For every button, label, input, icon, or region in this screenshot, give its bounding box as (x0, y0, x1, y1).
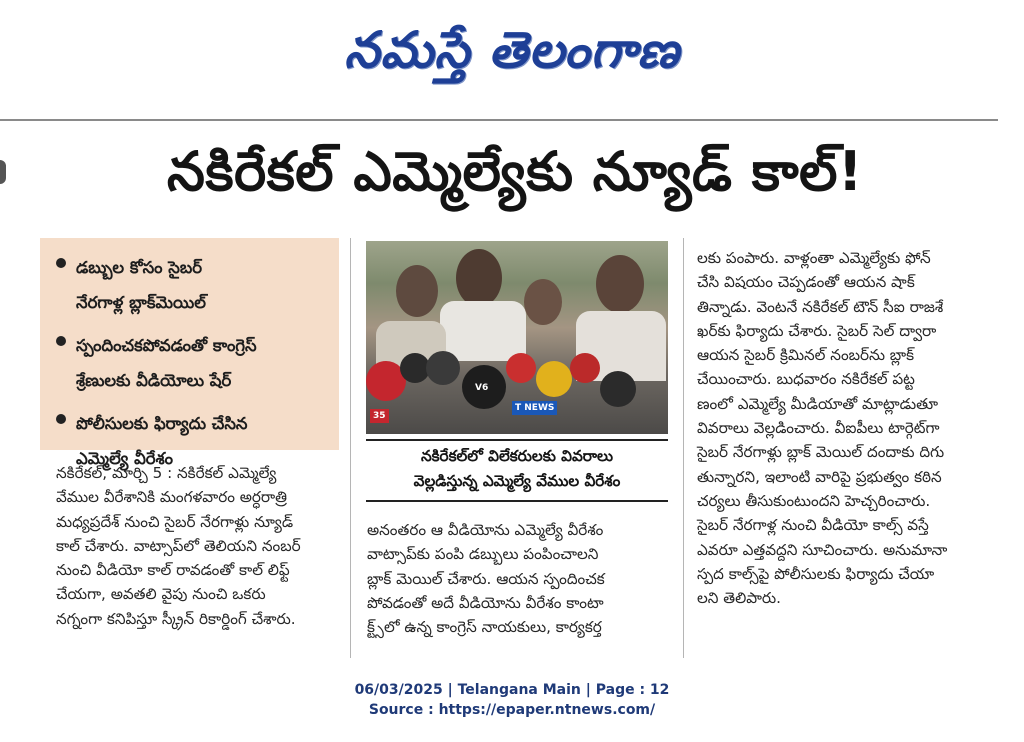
edge-mark (0, 150, 10, 190)
article-column-3 (697, 246, 997, 610)
footer-source-link[interactable]: Source : https://epaper.ntnews.com/ (368, 702, 656, 718)
caption-rule (366, 500, 668, 502)
masthead-title: నమస్తే తెలంగాణ (344, 20, 680, 79)
bullet-icon (56, 414, 66, 424)
article-line: అనంతరం ఆ వీడియోను ఎమ్మెల్యే వీరేశం (367, 521, 604, 539)
highlight-text (76, 250, 206, 320)
article-line: కాల్ చేశారు. వాట్సాప్‌లో తెలియని నంబర్ (56, 536, 301, 555)
article-line: మధ్యప్రదేశ్ నుంచి సైబర్ నేరగాళ్లు న్యూడ్ (56, 512, 294, 531)
article-column-2 (367, 518, 669, 639)
headline-text: నకిరేకల్ ఎమ్మెల్యేకు న్యూడ్ కాల్! (167, 139, 863, 203)
source-footer (0, 680, 1024, 720)
masthead (0, 0, 1024, 112)
bullet-icon (56, 336, 66, 346)
headline (40, 128, 990, 228)
article-line: చేయగా, అవతలి వైపు నుంచి ఒకరు (56, 585, 266, 604)
article-line: నుంచి వీడియో కాల్ రావడంతో కాల్ లిఫ్ట్ (56, 561, 290, 580)
article-line: వేముల వీరేశానికి మంగళవారం అర్ధరాత్రి (56, 488, 287, 507)
highlight-line: శ్రేణులకు వీడియోలు షేర్ (76, 371, 232, 390)
article-line: నగ్నంగా కనిపిస్తూ స్క్రీన్ రికార్డింగ్ చేశారు. (56, 609, 296, 628)
highlight-text (76, 328, 257, 398)
highlight-line: ఎమ్మెల్యే వీరేశం (76, 449, 174, 468)
article-line: చేసి విషయం చెప్పడంతో ఆయన షాక్ (697, 273, 915, 292)
mic-label: T NEWS (512, 401, 557, 415)
news-photo (366, 241, 668, 434)
article-line: ణంలో ఎమ్మెల్యే మీడియాతో మాట్లాడుతూ (697, 394, 939, 413)
caption-rule (366, 439, 668, 441)
article-line: చేయించారు. బుధవారం నకిరేకల్ పట్ట (697, 370, 915, 389)
footer-date-line: 06/03/2025 | Telangana Main | Page : 12 (354, 682, 670, 698)
article-line: వాట్సాప్‌కు పంపి డబ్బులు పంపించాలని (367, 545, 599, 564)
article-line: ఆయన సైబర్ క్రిమినల్ నంబర్‌ను బ్లాక్ (697, 346, 915, 365)
article-line: సైబర్ నేరగాళ్ల నుంచి వీడియో కాల్స్ వస్తే (697, 516, 929, 535)
highlight-item (56, 328, 327, 398)
article-line: ఖర్‌కు ఫిర్యాదు చేశారు. సైబర్ సెల్ ద్వారా (697, 321, 937, 340)
article-line: స్పద కాల్స్‌పై పోలీసులకు ఫిర్యాదు చేయా (697, 564, 935, 583)
mic-label: 35 (370, 409, 389, 423)
article-line: క్ట్స్‌లో ఉన్న కాంగ్రెస్ నాయకులు, కార్యకర్త (367, 618, 602, 637)
highlights-box (40, 238, 339, 468)
photo-caption (366, 444, 668, 494)
column-divider (683, 238, 684, 658)
article-line: లకు పంపారు. వాళ్లంతా ఎమ్మెల్యేకు ఫోన్ (697, 249, 931, 267)
article-line: లని తెలిపారు. (697, 589, 781, 608)
article-line: వివరాలు వెల్లడించారు. వీఐపీలు టార్గెట్‌గా (697, 419, 940, 438)
article-line: తున్నారని, ఇలాంటి వారిపై ప్రభుత్వం కఠిన (697, 467, 942, 486)
article-line: బ్లాక్ మెయిల్ చేశారు. ఆయన స్పందించక (367, 569, 605, 588)
highlight-line: పోలీసులకు ఫిర్యాదు చేసిన (76, 414, 248, 433)
article-line: ఎవరూ ఎత్తవద్దని సూచించారు. అనుమానా (697, 540, 948, 559)
mic-label: V6 (472, 381, 491, 395)
article-line: తిన్నాడు. వెంటనే నకిరేకల్ టౌన్ సీఐ రాజశే (697, 297, 944, 316)
masthead-divider (0, 119, 998, 121)
article-line: సైబర్ నేరగాళ్లు బ్లాక్ మెయిల్ దందాకు దిగు (697, 443, 945, 462)
bullet-icon (56, 258, 66, 268)
caption-line: నకిరేకల్‌లో విలేకరులకు వివరాలు (420, 447, 614, 465)
highlight-item (56, 250, 327, 320)
caption-line: వెల్లడిస్తున్న ఎమ్మెల్యే వేముల వీరేశం (413, 472, 621, 490)
article-line: నకిరేకల్, మార్చి 5 : నకిరేకల్ ఎమ్మెల్యే (56, 464, 277, 482)
highlight-line: డబ్బుల కోసం సైబర్ (76, 258, 203, 277)
column-divider (350, 238, 351, 658)
article-column-1 (56, 461, 342, 631)
highlight-line: నేరగాళ్ల బ్లాక్‌మెయిల్ (76, 293, 206, 312)
article-line: పోవడంతో అదే వీడియోను వీరేశం కాంటా (367, 593, 604, 612)
highlight-line: స్పందించకపోవడంతో కాంగ్రెస్ (76, 336, 257, 355)
article-line: చర్యలు తీసుకుంటుందని హెచ్చరించారు. (697, 491, 931, 510)
